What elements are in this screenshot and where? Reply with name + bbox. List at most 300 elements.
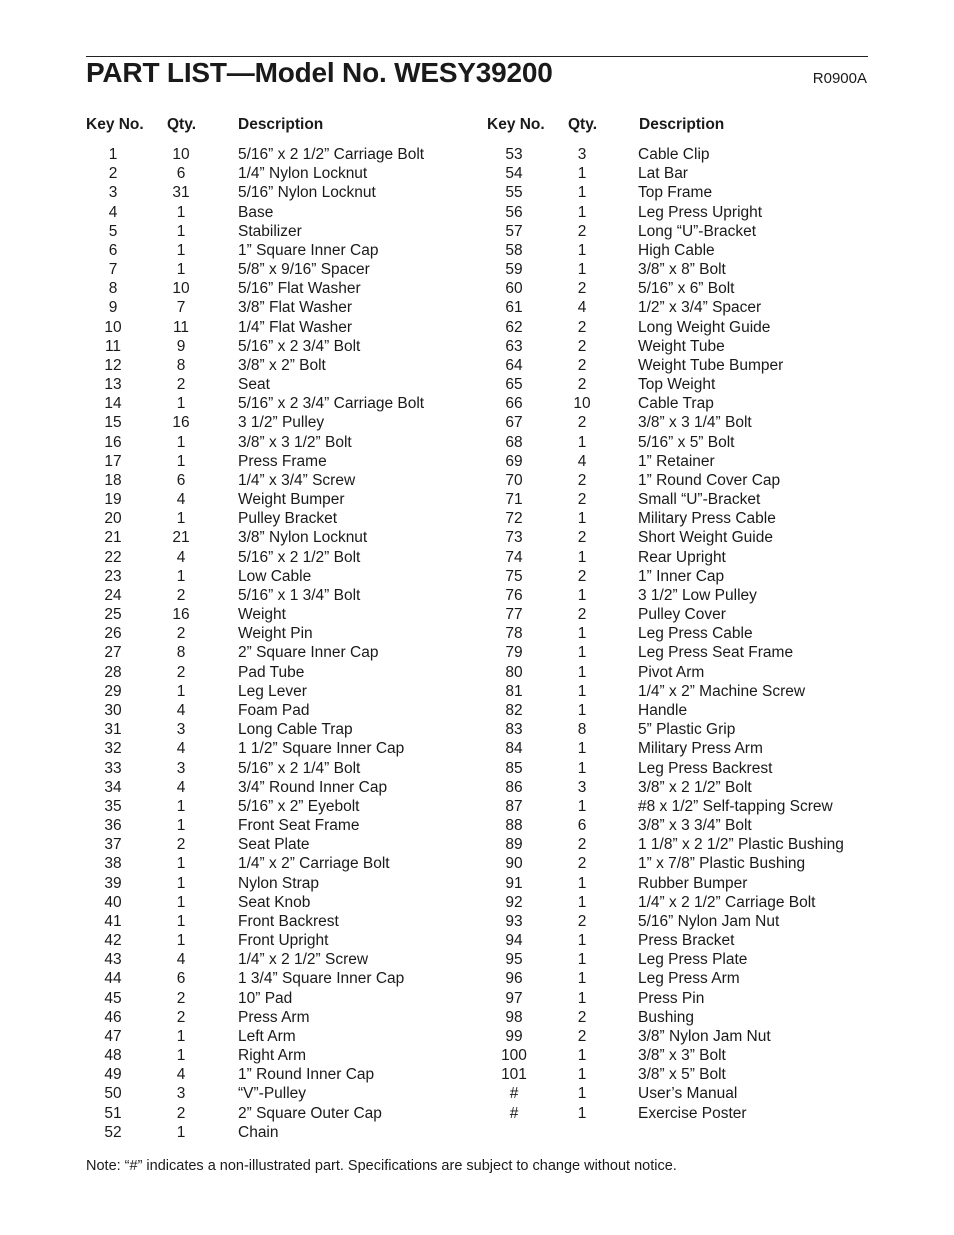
- part-row: [400, 1008, 954, 1027]
- part-key: #: [509, 1104, 519, 1122]
- part-qty: 1: [176, 222, 186, 240]
- part-key: 14: [104, 395, 122, 413]
- part-description: 1/4” x 2” Machine Screw: [638, 682, 806, 700]
- part-key: 82: [505, 701, 523, 719]
- part-description: Left Arm: [238, 1027, 296, 1045]
- part-key: 4: [108, 203, 118, 221]
- part-row: [400, 1084, 954, 1103]
- part-description: Leg Lever: [238, 682, 307, 700]
- part-qty: 1: [577, 261, 587, 279]
- part-row: [400, 1027, 954, 1046]
- part-row: [0, 1123, 477, 1142]
- part-row: [400, 433, 954, 452]
- part-qty: 2: [176, 836, 186, 854]
- part-row: [400, 624, 954, 643]
- part-description: 5/16” Nylon Jam Nut: [638, 912, 780, 930]
- page-title: PART LIST—Model No. WESY39200: [86, 57, 553, 88]
- part-description: 1/4” Flat Washer: [238, 318, 352, 336]
- part-description: Weight Tube: [638, 337, 725, 355]
- part-row: [400, 318, 954, 337]
- part-description: High Cable: [638, 241, 715, 259]
- part-key: 35: [104, 797, 122, 815]
- part-qty: 1: [176, 510, 186, 528]
- part-key: 100: [501, 1047, 527, 1065]
- part-qty: 1: [577, 433, 587, 451]
- part-key: 10: [104, 318, 122, 336]
- part-qty: 1: [577, 893, 587, 911]
- part-qty: 16: [172, 414, 190, 432]
- part-key: 44: [104, 970, 122, 988]
- part-description: Seat Plate: [238, 836, 310, 854]
- part-qty: 10: [172, 280, 190, 298]
- part-row: [400, 567, 954, 586]
- part-description: Front Backrest: [238, 912, 339, 930]
- part-description: Chain: [238, 1123, 279, 1141]
- part-key: 86: [505, 778, 523, 796]
- part-key: 36: [104, 817, 122, 835]
- part-qty: 2: [176, 586, 186, 604]
- part-qty: 2: [577, 318, 587, 336]
- part-qty: 1: [577, 797, 587, 815]
- part-description: 1/4” x 2 1/2” Screw: [238, 951, 369, 969]
- part-qty: 2: [577, 836, 587, 854]
- part-qty: 2: [577, 356, 587, 374]
- part-description: Weight Tube Bumper: [638, 356, 784, 374]
- part-description: Small “U”-Bracket: [638, 491, 761, 509]
- part-qty: 1: [176, 893, 186, 911]
- part-description: 5/8” x 9/16” Spacer: [238, 261, 370, 279]
- part-description: Seat Knob: [238, 893, 311, 911]
- part-key: 6: [108, 241, 118, 259]
- part-qty: 8: [577, 721, 587, 739]
- part-key: 73: [505, 529, 523, 547]
- part-qty: 3: [176, 1085, 186, 1103]
- part-description: Press Arm: [238, 1008, 310, 1026]
- part-description: Short Weight Guide: [638, 529, 773, 547]
- part-qty: 6: [176, 165, 186, 183]
- part-key: 56: [505, 203, 523, 221]
- part-qty: 1: [577, 1066, 587, 1084]
- part-key: 12: [104, 356, 122, 374]
- part-description: 3 1/2” Pulley: [238, 414, 325, 432]
- part-description: 1” Round Inner Cap: [238, 1066, 375, 1084]
- part-row: [400, 490, 954, 509]
- part-row: [400, 375, 954, 394]
- part-row: [400, 893, 954, 912]
- part-qty: 2: [577, 1027, 587, 1045]
- part-qty: 2: [176, 1104, 186, 1122]
- part-description: Leg Press Seat Frame: [638, 644, 794, 662]
- part-description: Military Press Arm: [638, 740, 763, 758]
- part-description: 1/4” x 2 1/2” Carriage Bolt: [638, 893, 816, 911]
- part-key: 5: [108, 222, 118, 240]
- part-qty: 1: [176, 567, 186, 585]
- footnote: Note: “#” indicates a non-illustrated part. Specifications are subject to change without notice.: [86, 1158, 677, 1174]
- part-qty: 4: [176, 1066, 186, 1084]
- part-description: 3/8” x 3” Bolt: [638, 1047, 726, 1065]
- part-key: 9: [108, 299, 118, 317]
- part-qty: 2: [577, 337, 587, 355]
- part-description: 1” Retainer: [638, 452, 715, 470]
- part-qty: 1: [577, 241, 587, 259]
- part-row: [400, 164, 954, 183]
- part-key: 58: [505, 241, 523, 259]
- part-key: 29: [104, 682, 122, 700]
- part-key: 40: [104, 893, 122, 911]
- part-qty: 1: [176, 932, 186, 950]
- part-description: 1 1/2” Square Inner Cap: [238, 740, 405, 758]
- part-key: 11: [104, 337, 122, 355]
- part-description: Rubber Bumper: [638, 874, 748, 892]
- part-description: Top Frame: [638, 184, 713, 202]
- part-key: 93: [505, 912, 523, 930]
- part-row: [400, 413, 954, 432]
- part-key: 64: [505, 356, 523, 374]
- part-qty: 4: [176, 491, 186, 509]
- part-qty: 1: [577, 701, 587, 719]
- part-description: Bushing: [638, 1008, 695, 1026]
- part-qty: 2: [577, 1008, 587, 1026]
- part-key: 70: [505, 471, 523, 489]
- left-header-description: Description: [238, 116, 324, 133]
- part-qty: 3: [176, 721, 186, 739]
- part-description: 1” Inner Cap: [638, 567, 725, 585]
- part-key: 16: [104, 433, 122, 451]
- part-description: 5/16” x 2 3/4” Carriage Bolt: [238, 395, 425, 413]
- part-key: #: [509, 1085, 519, 1103]
- part-key: 101: [501, 1066, 527, 1084]
- part-description: Leg Press Upright: [638, 203, 763, 221]
- part-qty: 4: [577, 299, 587, 317]
- part-row: [400, 260, 954, 279]
- part-key: 3: [108, 184, 118, 202]
- part-key: 55: [505, 184, 523, 202]
- right-header-qty: Qty.: [568, 116, 597, 133]
- left-header-key: Key No.: [86, 116, 144, 133]
- part-key: 95: [505, 951, 523, 969]
- part-description: 1” Square Inner Cap: [238, 241, 379, 259]
- part-key: 43: [104, 951, 122, 969]
- part-qty: 1: [176, 874, 186, 892]
- part-qty: 3: [577, 146, 587, 163]
- part-description: 5/16” Nylon Locknut: [238, 184, 376, 202]
- part-description: Long Cable Trap: [238, 721, 353, 739]
- part-qty: 1: [577, 759, 587, 777]
- part-description: Seat: [238, 376, 270, 394]
- part-key: 63: [505, 337, 523, 355]
- part-qty: 6: [176, 471, 186, 489]
- part-key: 34: [104, 778, 122, 796]
- part-description: User’s Manual: [638, 1085, 738, 1103]
- part-row: [400, 720, 954, 739]
- part-row: [400, 548, 954, 567]
- part-key: 89: [505, 836, 523, 854]
- part-qty: 3: [577, 778, 587, 796]
- part-description: Leg Press Arm: [638, 970, 740, 988]
- part-key: 42: [104, 932, 122, 950]
- part-qty: 10: [573, 395, 591, 413]
- part-description: 3/8” Flat Washer: [238, 299, 352, 317]
- part-qty: 1: [176, 452, 186, 470]
- part-key: 60: [505, 280, 523, 298]
- part-description: Cable Trap: [638, 395, 714, 413]
- part-qty: 6: [176, 970, 186, 988]
- part-qty: 1: [176, 682, 186, 700]
- part-description: 3/8” x 2” Bolt: [238, 356, 326, 374]
- part-qty: 1: [176, 241, 186, 259]
- part-description: 1 3/4” Square Inner Cap: [238, 970, 405, 988]
- part-key: 18: [104, 471, 122, 489]
- part-description: Pulley Bracket: [238, 510, 338, 528]
- part-key: 54: [505, 165, 523, 183]
- part-qty: 1: [577, 548, 587, 566]
- part-row: [400, 528, 954, 547]
- part-qty: 1: [577, 625, 587, 643]
- part-key: 22: [104, 548, 122, 566]
- part-description: Leg Press Cable: [638, 625, 753, 643]
- part-key: 67: [505, 414, 523, 432]
- part-description: Leg Press Plate: [638, 951, 748, 969]
- part-row: [400, 279, 954, 298]
- part-key: 68: [505, 433, 523, 451]
- part-description: 5” Plastic Grip: [638, 721, 736, 739]
- part-key: 81: [505, 682, 523, 700]
- part-key: 76: [505, 586, 523, 604]
- part-qty: 1: [577, 644, 587, 662]
- part-row: [400, 931, 954, 950]
- part-row: [400, 1065, 954, 1084]
- part-qty: 1: [577, 1104, 587, 1122]
- part-row: [400, 241, 954, 260]
- part-key: 51: [104, 1104, 122, 1122]
- part-key: 2: [108, 165, 118, 183]
- part-qty: 2: [577, 567, 587, 585]
- part-key: 61: [505, 299, 523, 317]
- part-description: 1” Round Cover Cap: [638, 471, 781, 489]
- part-key: 97: [505, 989, 523, 1007]
- part-qty: 2: [577, 471, 587, 489]
- part-key: 17: [104, 452, 122, 470]
- part-qty: 1: [176, 797, 186, 815]
- part-key: 39: [104, 874, 122, 892]
- part-description: Press Pin: [638, 989, 705, 1007]
- part-qty: 1: [577, 1047, 587, 1065]
- part-description: 5/16” x 2 3/4” Bolt: [238, 337, 361, 355]
- part-description: 1/2” x 3/4” Spacer: [638, 299, 762, 317]
- part-description: 10” Pad: [238, 989, 293, 1007]
- part-key: 46: [104, 1008, 122, 1026]
- part-row: [400, 1104, 954, 1123]
- part-key: 78: [505, 625, 523, 643]
- part-key: 27: [104, 644, 122, 662]
- part-description: 3/8” x 3 3/4” Bolt: [638, 817, 752, 835]
- part-row: [400, 759, 954, 778]
- part-qty: 16: [172, 606, 190, 624]
- part-key: 25: [104, 606, 122, 624]
- part-row: [400, 145, 954, 164]
- part-key: 48: [104, 1047, 122, 1065]
- part-description: Right Arm: [238, 1047, 307, 1065]
- part-description: 1/4” Nylon Locknut: [238, 165, 368, 183]
- part-description: 3/8” x 5” Bolt: [638, 1066, 726, 1084]
- part-key: 71: [505, 491, 523, 509]
- part-row: [400, 337, 954, 356]
- document-code: R0900A: [812, 70, 867, 87]
- part-key: 52: [104, 1123, 122, 1141]
- part-description: Base: [238, 203, 274, 221]
- part-key: 88: [505, 817, 523, 835]
- part-row: [400, 452, 954, 471]
- part-key: 21: [104, 529, 122, 547]
- part-row: [400, 797, 954, 816]
- part-qty: 7: [176, 299, 186, 317]
- part-key: 49: [104, 1066, 122, 1084]
- part-qty: 21: [172, 529, 190, 547]
- part-qty: 1: [577, 970, 587, 988]
- part-description: 1/4” x 3/4” Screw: [238, 471, 356, 489]
- part-key: 77: [505, 606, 523, 624]
- part-row: [400, 394, 954, 413]
- part-row: [400, 835, 954, 854]
- part-key: 13: [104, 376, 122, 394]
- part-row: [400, 509, 954, 528]
- part-row: [400, 203, 954, 222]
- part-key: 98: [505, 1008, 523, 1026]
- part-qty: 31: [172, 184, 190, 202]
- part-qty: 4: [176, 548, 186, 566]
- part-key: 7: [108, 261, 118, 279]
- part-description: 3/8” x 8” Bolt: [638, 261, 726, 279]
- part-row: [400, 912, 954, 931]
- part-row: [400, 989, 954, 1008]
- part-description: Cable Clip: [638, 146, 710, 163]
- part-description: Lat Bar: [638, 165, 688, 183]
- part-description: Top Weight: [638, 376, 716, 394]
- right-header-key: Key No.: [487, 116, 545, 133]
- part-description: Weight: [238, 606, 286, 624]
- part-qty: 1: [176, 855, 186, 873]
- part-description: 5/16” x 6” Bolt: [638, 280, 735, 298]
- part-description: 1” x 7/8” Plastic Bushing: [638, 855, 806, 873]
- part-row: [400, 586, 954, 605]
- part-description: 5/16” x 2 1/4” Bolt: [238, 759, 361, 777]
- part-description: 5/16” x 1 3/4” Bolt: [238, 586, 361, 604]
- part-description: 5/16” x 5” Bolt: [638, 433, 735, 451]
- part-qty: 2: [176, 625, 186, 643]
- part-qty: 8: [176, 356, 186, 374]
- part-row: [400, 356, 954, 375]
- part-row: [400, 298, 954, 317]
- part-description: 1/4” x 2” Carriage Bolt: [238, 855, 390, 873]
- part-key: 87: [505, 797, 523, 815]
- left-header-qty: Qty.: [167, 116, 196, 133]
- part-key: 50: [104, 1085, 122, 1103]
- part-qty: 1: [577, 1085, 587, 1103]
- part-qty: 8: [176, 644, 186, 662]
- part-qty: 4: [176, 778, 186, 796]
- part-qty: 1: [176, 261, 186, 279]
- part-key: 32: [104, 740, 122, 758]
- part-key: 72: [505, 510, 523, 528]
- part-description: Pivot Arm: [638, 663, 705, 681]
- part-key: 37: [104, 836, 122, 854]
- part-qty: 9: [176, 337, 186, 355]
- part-key: 57: [505, 222, 523, 240]
- part-description: Weight Pin: [238, 625, 313, 643]
- part-description: 3/8” x 3 1/2” Bolt: [238, 433, 352, 451]
- part-description: 3/8” Nylon Locknut: [238, 529, 368, 547]
- right-parts-column: [400, 145, 954, 1123]
- part-description: Long “U”-Bracket: [638, 222, 757, 240]
- part-qty: 2: [577, 855, 587, 873]
- part-qty: 1: [577, 184, 587, 202]
- part-description: Nylon Strap: [238, 874, 319, 892]
- part-key: 99: [505, 1027, 523, 1045]
- part-description: 3/8” x 2 1/2” Bolt: [638, 778, 752, 796]
- part-key: 59: [505, 261, 523, 279]
- part-key: 84: [505, 740, 523, 758]
- part-qty: 1: [176, 203, 186, 221]
- part-description: Stabilizer: [238, 222, 302, 240]
- part-row: [400, 663, 954, 682]
- part-qty: 4: [176, 740, 186, 758]
- part-description: 3/4” Round Inner Cap: [238, 778, 388, 796]
- part-description: Pad Tube: [238, 663, 305, 681]
- part-qty: 2: [577, 912, 587, 930]
- part-key: 23: [104, 567, 122, 585]
- part-description: Handle: [638, 701, 688, 719]
- part-qty: 4: [176, 951, 186, 969]
- part-qty: 1: [176, 1047, 186, 1065]
- part-key: 47: [104, 1027, 122, 1045]
- part-qty: 6: [577, 817, 587, 835]
- part-row: [400, 778, 954, 797]
- part-qty: 1: [577, 663, 587, 681]
- part-description: Military Press Cable: [638, 510, 776, 528]
- part-qty: 2: [577, 376, 587, 394]
- part-qty: 1: [577, 682, 587, 700]
- part-key: 80: [505, 663, 523, 681]
- part-description: Rear Upright: [638, 548, 726, 566]
- part-row: [400, 1046, 954, 1065]
- part-key: 91: [505, 874, 523, 892]
- part-qty: 4: [176, 701, 186, 719]
- part-key: 85: [505, 759, 523, 777]
- part-key: 45: [104, 989, 122, 1007]
- part-key: 15: [104, 414, 122, 432]
- part-description: Leg Press Backrest: [638, 759, 773, 777]
- part-qty: 1: [176, 817, 186, 835]
- part-row: [400, 969, 954, 988]
- part-description: Exercise Poster: [638, 1104, 747, 1122]
- part-row: [400, 471, 954, 490]
- part-description: 5/16” Flat Washer: [238, 280, 361, 298]
- part-qty: 2: [176, 989, 186, 1007]
- part-description: 2” Square Inner Cap: [238, 644, 379, 662]
- part-key: 96: [505, 970, 523, 988]
- part-row: [400, 854, 954, 873]
- part-key: 74: [505, 548, 523, 566]
- part-description: Foam Pad: [238, 701, 310, 719]
- part-description: Press Frame: [238, 452, 327, 470]
- part-key: 28: [104, 663, 122, 681]
- part-key: 69: [505, 452, 523, 470]
- part-key: 19: [104, 491, 122, 509]
- part-key: 24: [104, 586, 122, 604]
- part-description: Low Cable: [238, 567, 312, 585]
- part-description: 3/8” x 3 1/4” Bolt: [638, 414, 752, 432]
- part-description: Pulley Cover: [638, 606, 726, 624]
